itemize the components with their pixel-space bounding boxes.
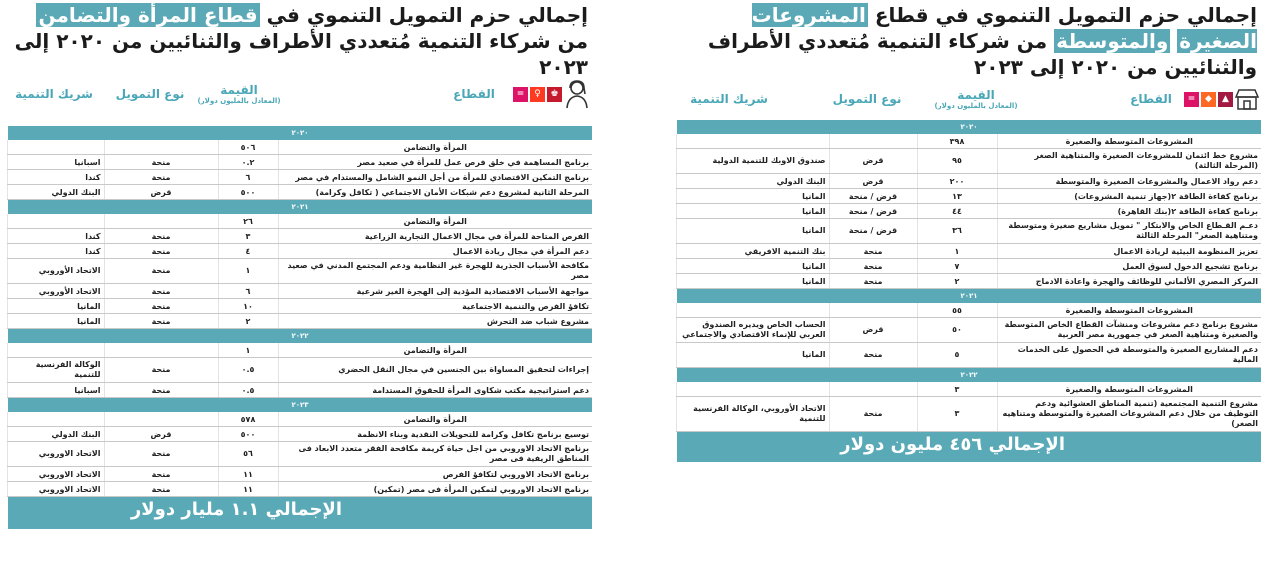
table-row [8, 314, 592, 329]
funding-type: منحة [829, 259, 917, 274]
project-value: ٠.٥ [218, 383, 278, 398]
project-value: ٣ [218, 229, 278, 244]
dev-partner: المانيا [677, 219, 829, 244]
funding-type: منحة [104, 314, 218, 329]
empty-cell [677, 382, 829, 397]
dev-partner: البنك الدولي [677, 174, 829, 189]
value-header [921, 88, 1031, 110]
sector-name: المشروعات المتوسطة والصغيرة [997, 382, 1261, 397]
dev-partner: اسبانيا [8, 155, 104, 170]
shop-icon [1235, 88, 1259, 110]
sector-name: المرأة والتضامن [278, 343, 592, 358]
empty-cell [8, 140, 104, 155]
project-value: ١ [917, 244, 997, 259]
table-row [677, 244, 1261, 259]
table-row [677, 149, 1261, 174]
title-highlight: المشروعات الصغيرة [751, 3, 1257, 53]
project-value: ٦ [218, 170, 278, 185]
year-label: ٢٠٢٢ [8, 329, 592, 344]
project-name: دعم المرأة في مجال ريادة الاعمال [278, 244, 592, 259]
table-row [8, 185, 592, 200]
project-name: المرحلة الثانية لمشروع دعم شبكات الأمان الاجتماعي ( تكافل وكرامة) [278, 185, 592, 200]
project-value: ٢ [218, 314, 278, 329]
table-row [8, 155, 592, 170]
project-value: ٣ [917, 397, 997, 432]
table-row [8, 383, 592, 398]
sdg-icons [513, 79, 590, 109]
partner-header: شريك التنمية [15, 87, 93, 101]
year-label: ٢٠٢١ [677, 289, 1261, 304]
funding-type: قرض [829, 318, 917, 343]
dev-partner: البنك الدولي [8, 427, 104, 442]
project-value: ٠.٥ [218, 358, 278, 383]
project-name: تعزيز المنظومة البيئية لريادة الاعمال [997, 244, 1261, 259]
sector-name: المرأة والتضامن [278, 140, 592, 155]
table-row [677, 174, 1261, 189]
table-row [8, 284, 592, 299]
sector-name: المشروعات المتوسطة والصغيرة [997, 303, 1261, 318]
sdg-10-icon: = [513, 87, 528, 102]
title-text-end: من شركاء التنمية مُتعددي الأطراف والثنائيين من ٢٠٢٠ إلى ٢٠٢٣ [14, 29, 588, 79]
year-row [8, 398, 592, 413]
empty-cell [677, 303, 829, 318]
project-value: ٢ [917, 274, 997, 289]
year-label: ٢٠٢١ [8, 200, 592, 215]
table-row [677, 204, 1261, 219]
dev-partner: الاتحاد الاوروبي [8, 467, 104, 482]
project-name: الفرص المتاحة للمرأة في مجال الاعمال التجارية الزراعية [278, 229, 592, 244]
project-value: ١٠ [218, 299, 278, 314]
project-name: برنامج الاتحاد الاوروبي لتمكين المرأة فى مصر (تمكين) [278, 482, 592, 497]
funding-type: منحة [104, 259, 218, 284]
table-row [677, 397, 1261, 432]
project-name: مشروع التنمية المجتمعية (تنمية المناطق العشوائية ودعم التوظيف من خلال دعم المشروعات الصغيرة والمتوسطة ومتناهيه الصغر) [997, 397, 1261, 432]
table-row [677, 259, 1261, 274]
sdg-10-icon: = [1184, 92, 1199, 107]
project-value: ١١ [218, 467, 278, 482]
sector-name: المرأة والتضامن [278, 214, 592, 229]
dev-partner: اسبانيا [8, 383, 104, 398]
empty-cell [829, 382, 917, 397]
sector-header: القطاع [1130, 92, 1172, 106]
project-name: دعـم القـطاع الخاص والابتكار " تمويل مشاريع صغيرة ومتوسطة ومتناهية الصغر" المرحلة الثالثة [997, 219, 1261, 244]
dev-partner: المانيا [677, 343, 829, 368]
project-value: ٧ [917, 259, 997, 274]
project-name: مكافحة الأسباب الجذرية للهجرة غير النظامية ودعم المجتمع المدني في صعيد مصر [278, 259, 592, 284]
project-name: برنامج الاتحاد الاوروبي لتكافؤ الفرص [278, 467, 592, 482]
project-name: برنامج كفاءة الطاقة ٢(جهاز تنمية المشروعات) [997, 189, 1261, 204]
project-value: ١ [218, 259, 278, 284]
table-row [8, 427, 592, 442]
funding-type: منحة [104, 442, 218, 467]
dev-partner: الحساب الخاص ويديره الصندوق العربي للإنماء الاقتصادي والاجتماعي [677, 318, 829, 343]
dev-partner: كندا [8, 229, 104, 244]
project-value: ٤٤ [917, 204, 997, 219]
table-row [677, 318, 1261, 343]
empty-cell [8, 343, 104, 358]
sector-value: ٢٦ [218, 214, 278, 229]
project-name: مشروع خط ائتمان للمشروعات الصغيرة والمتناهية الصغر (المرحلة الثالثة) [997, 149, 1261, 174]
sdg-9-icon: ◆ [1201, 92, 1216, 107]
funding-type: منحة [104, 383, 218, 398]
funding-type: قرض / منحة [829, 219, 917, 244]
total-text: الإجمالي ٤٥٦ مليون دولار [840, 434, 1065, 455]
dev-partner: المانيا [8, 299, 104, 314]
total-text: الإجمالي ١.١ مليار دولار [130, 499, 342, 520]
sector-name: المرأة والتضامن [278, 412, 592, 427]
funding-type: منحة [829, 343, 917, 368]
project-name: إجراءات لتحقيق المساواة بين الجنسين في مجال النقل الحضري [278, 358, 592, 383]
table-row [8, 170, 592, 185]
dev-partner: الاتحاد الأوروبي، الوكالة الفرنسية للتنمية [677, 397, 829, 432]
table-row [677, 189, 1261, 204]
title-highlight: قطاع المرأة والتضامن [38, 3, 258, 27]
value-header [194, 83, 284, 105]
funding-type: قرض [829, 149, 917, 174]
sector-header: القطاع [453, 87, 495, 101]
table-header [8, 74, 592, 114]
funding-type: منحة [104, 284, 218, 299]
year-row [677, 120, 1261, 134]
empty-cell [104, 412, 218, 427]
project-name: توسيع برنامج تكافل وكرامة للتحويلات النقدية وبناء الانظمة [278, 427, 592, 442]
funding-type: قرض / منحة [829, 189, 917, 204]
project-value: ٦ [218, 284, 278, 299]
project-name: برنامج الاتحاد الاوروبي من اجل حياة كريمة مكافحة الفقر متعدد الابعاد فى المناطق الريفية فى مصر [278, 442, 592, 467]
funding-type: منحة [104, 229, 218, 244]
sdg-1-icon: ♚ [547, 87, 562, 102]
year-row [677, 289, 1261, 304]
project-value: ٠.٢ [218, 155, 278, 170]
project-name: دعم المشاريع الصغيرة والمتوسطة في الحصول على الخدمات المالية [997, 343, 1261, 368]
table-row [677, 219, 1261, 244]
project-value: ٩٥ [917, 149, 997, 174]
table-row [8, 244, 592, 259]
project-name: دعم رواد الاعمال والمشروعات الصغيرة والمتوسطة [997, 174, 1261, 189]
project-name: مواجهة الأسباب الاقتصادية المؤدية إلى الهجرة الغير شرعية [278, 284, 592, 299]
funding-table [7, 126, 592, 497]
project-name: برنامج تشجيع الدخول لسوق العمل [997, 259, 1261, 274]
funding-type: قرض [104, 427, 218, 442]
sector-value: ٣٩٨ [917, 134, 997, 149]
sector-row [8, 140, 592, 155]
table-row [8, 259, 592, 284]
year-row [677, 368, 1261, 383]
year-label: ٢٠٢٠ [677, 120, 1261, 134]
panel-title [677, 0, 1261, 82]
dev-partner: المانيا [8, 314, 104, 329]
project-name: دعم استراتيجية مكتب شكاوى المرأة للحقوق المستدامة [278, 383, 592, 398]
project-name: برنامج كفاءة الطاقة ٢(بنك القاهرة) [997, 204, 1261, 219]
partner-header: شريك التنمية [690, 92, 768, 106]
project-value: ٣٦ [917, 219, 997, 244]
project-name: برنامج المساهمة في خلق فرص عمل للمرأة في صعيد مصر [278, 155, 592, 170]
funding-type: منحة [104, 155, 218, 170]
funding-type: قرض / منحة [829, 204, 917, 219]
table-row [677, 274, 1261, 289]
value-header-sub: (المعادل بالمليون دولار) [197, 97, 281, 105]
sme-panel [677, 0, 1261, 462]
sector-row [677, 382, 1261, 397]
dev-partner: كندا [8, 244, 104, 259]
year-row [8, 200, 592, 215]
sector-value: ٥٥ [917, 303, 997, 318]
year-row [8, 329, 592, 344]
project-value: ٢٠٠ [917, 174, 997, 189]
table-row [8, 482, 592, 497]
title-text-end: من شركاء التنمية مُتعددي الأطراف والثنائيين من ٢٠٢٠ إلى ٢٠٢٣ [707, 29, 1257, 79]
table-row [8, 358, 592, 383]
sector-value: ٥٠٦ [218, 140, 278, 155]
year-row [8, 126, 592, 140]
year-label: ٢٠٢٠ [8, 126, 592, 140]
funding-type: منحة [829, 397, 917, 432]
project-value: ٤ [218, 244, 278, 259]
dev-partner: البنك الدولي [8, 185, 104, 200]
sector-value: ١ [218, 343, 278, 358]
value-header-label: القيمة [220, 83, 258, 97]
dev-partner: الاتحاد الاوروبي [8, 482, 104, 497]
sector-value: ٣ [917, 382, 997, 397]
sector-row [677, 303, 1261, 318]
sector-row [8, 343, 592, 358]
dev-partner: الاتحاد الاوروبي [8, 442, 104, 467]
title-highlight-2: والمتوسطة [1056, 29, 1169, 53]
project-value: ٥٠٠ [218, 427, 278, 442]
project-name: تكافؤ الفرص والتنمية الاجتماعية [278, 299, 592, 314]
funding-type: منحة [104, 358, 218, 383]
dev-partner: الاتحاد الأوروبي [8, 284, 104, 299]
sector-name: المشروعات المتوسطة والصغيرة [997, 134, 1261, 149]
sdg-5-icon: ♀ [530, 87, 545, 102]
dev-partner: كندا [8, 170, 104, 185]
empty-cell [104, 140, 218, 155]
title-text: إجمالي حزم التمويل التنموي في [266, 3, 588, 27]
funding-type: منحة [104, 299, 218, 314]
table-header [677, 82, 1261, 116]
funding-type: قرض [104, 185, 218, 200]
project-name: برنامج التمكين الاقتصادي للمرأة من أجل النمو الشامل والمستدام في مصر [278, 170, 592, 185]
dev-partner: المانيا [677, 259, 829, 274]
project-name: المركز المصري الألماني للوظائف والهجرة واعادة الادماج [997, 274, 1261, 289]
table-row [8, 299, 592, 314]
table-row [8, 467, 592, 482]
empty-cell [8, 214, 104, 229]
sector-value: ٥٧٨ [218, 412, 278, 427]
dev-partner: صندوق الاوبك للتنمية الدولية [677, 149, 829, 174]
funding-type: منحة [104, 467, 218, 482]
empty-cell [104, 214, 218, 229]
sector-row [8, 214, 592, 229]
project-value: ٥٦ [218, 442, 278, 467]
year-label: ٢٠٢٣ [8, 398, 592, 413]
funding-type: منحة [104, 482, 218, 497]
dev-partner: بنك التنمية الافريقي [677, 244, 829, 259]
project-value: ٥ [917, 343, 997, 368]
type-header: نوع التمويل [832, 92, 902, 106]
project-value: ١٣ [917, 189, 997, 204]
sector-row [8, 412, 592, 427]
funding-type: منحة [104, 244, 218, 259]
dev-partner: الوكالة الفرنسية للتنمية [8, 358, 104, 383]
funding-type: منحة [829, 244, 917, 259]
empty-cell [8, 412, 104, 427]
project-value: ٥٠٠ [218, 185, 278, 200]
dev-partner: الاتحاد الأوروبي [8, 259, 104, 284]
value-header-sub: (المعادل بالمليون دولار) [934, 102, 1018, 110]
title-text: إجمالي حزم التمويل التنموي في قطاع [874, 3, 1257, 27]
panel-title [8, 0, 592, 79]
sector-row [677, 134, 1261, 149]
empty-cell [829, 303, 917, 318]
dev-partner: المانيا [677, 204, 829, 219]
project-name: مشروع شباب ضد التحرش [278, 314, 592, 329]
project-name: مشروع برنامج دعم مشروعات ومنشآت القطاع الخاص المتوسطة والصغيرة ومتناهية الصغر في جمهورية مصر العربية [997, 318, 1261, 343]
value-header-label: القيمة [957, 88, 995, 102]
table-row [677, 343, 1261, 368]
dev-partner: المانيا [677, 274, 829, 289]
funding-type: قرض [829, 174, 917, 189]
women-solidarity-panel [8, 0, 592, 529]
funding-type: منحة [104, 170, 218, 185]
sdg-icons [1184, 88, 1259, 110]
total-banner [8, 497, 592, 529]
empty-cell [104, 343, 218, 358]
funding-type: منحة [829, 274, 917, 289]
funding-table [676, 120, 1261, 432]
type-header: نوع التمويل [115, 87, 185, 101]
empty-cell [829, 134, 917, 149]
table-row [8, 442, 592, 467]
empty-cell [677, 134, 829, 149]
project-value: ١١ [218, 482, 278, 497]
table-row [8, 229, 592, 244]
project-value: ٥٠ [917, 318, 997, 343]
total-banner [677, 432, 1261, 462]
woman-icon [564, 79, 590, 109]
year-label: ٢٠٢٢ [677, 368, 1261, 383]
sdg-8-icon: ▲ [1218, 92, 1233, 107]
dev-partner: المانيا [677, 189, 829, 204]
